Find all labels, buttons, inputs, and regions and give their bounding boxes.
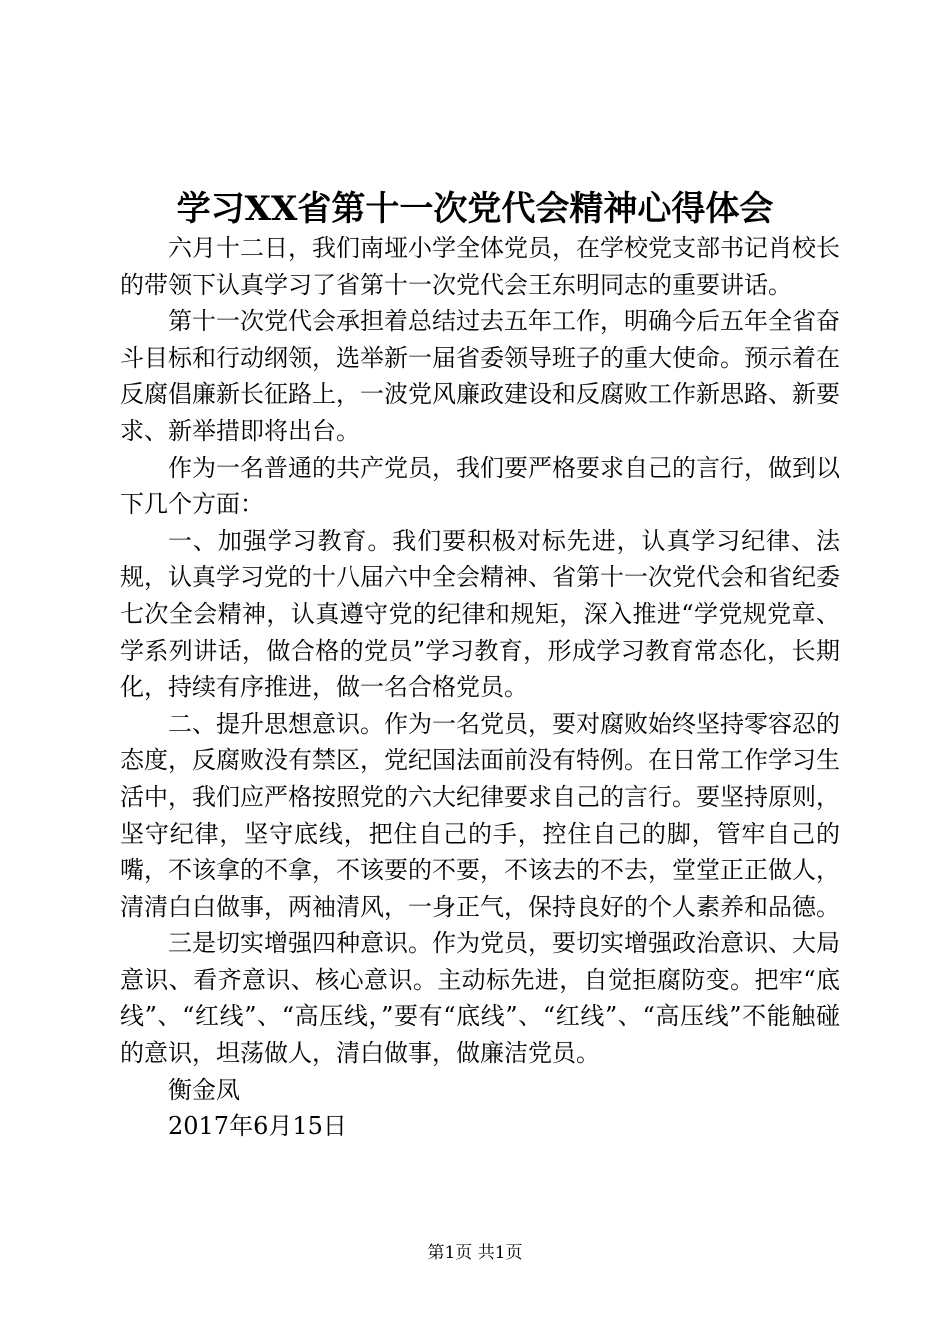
document-title: 学习XX省第十一次党代会精神心得体会 <box>176 189 774 229</box>
paragraph: 六月十二日，我们南垭小学全体党员，在学校党支部书记肖校长的带领下认真学习了省第十一次党代会王东明同志的重要讲话。 <box>120 234 840 299</box>
page-footer: 第1页 共1页 <box>427 1243 523 1263</box>
paragraph: 作为一名普通的共产党员，我们要严格要求自己的言行，做到以下几个方面： <box>120 453 840 519</box>
author-signature: 衡金凤 <box>168 1075 240 1104</box>
paragraph: 第十一次党代会承担着总结过去五年工作，明确今后五年全省奋斗目标和行动纲领，选举新一届省委领导班子的重大使命。预示着在反腐倡廉新长征路上，一波党风廉政建设和反腐败工作新思路、新要求、新举措即将出台。 <box>120 307 840 445</box>
paragraph: 二、提升思想意识。作为一名党员，要对腐败始终坚持零容忍的态度，反腐败没有禁区，党纪国法面前没有特例。在日常工作学习生活中，我们应严格按照党的六大纪律要求自己的言行。要坚持原则，坚守纪律，坚守底线，把住自己的手，控住自己的脚，管牢自己的嘴，不该拿的不拿，不该要的不要，不该去的不去，堂堂正正做人，清清白白做事，两袖清风，一身正气，保持良好的个人素养和品德。 <box>120 709 840 921</box>
document-date: 2017年6月15日 <box>168 1112 347 1141</box>
paragraph: 三是切实增强四种意识。作为党员，要切实增强政治意识、大局意识、看齐意识、核心意识。主动标先进，自觉拒腐防变。把牢“底线”、“红线”、“高压线，”要有“底线”、“红线”、“高压线”不能触碰的意识，坦荡做人，清白做事，做廉洁党员。 <box>120 929 840 1068</box>
paragraph: 一、加强学习教育。我们要积极对标先进，认真学习纪律、法规，认真学习党的十八届六中全会精神、省第十一次党代会和省纪委七次全会精神，认真遵守党的纪律和规矩，深入推进“学党规党章、学系列讲话，做合格的党员”学习教育，形成学习教育常态化，长期化，持续有序推进，做一名合格党员。 <box>120 526 840 702</box>
document-body <box>120 230 840 1145</box>
